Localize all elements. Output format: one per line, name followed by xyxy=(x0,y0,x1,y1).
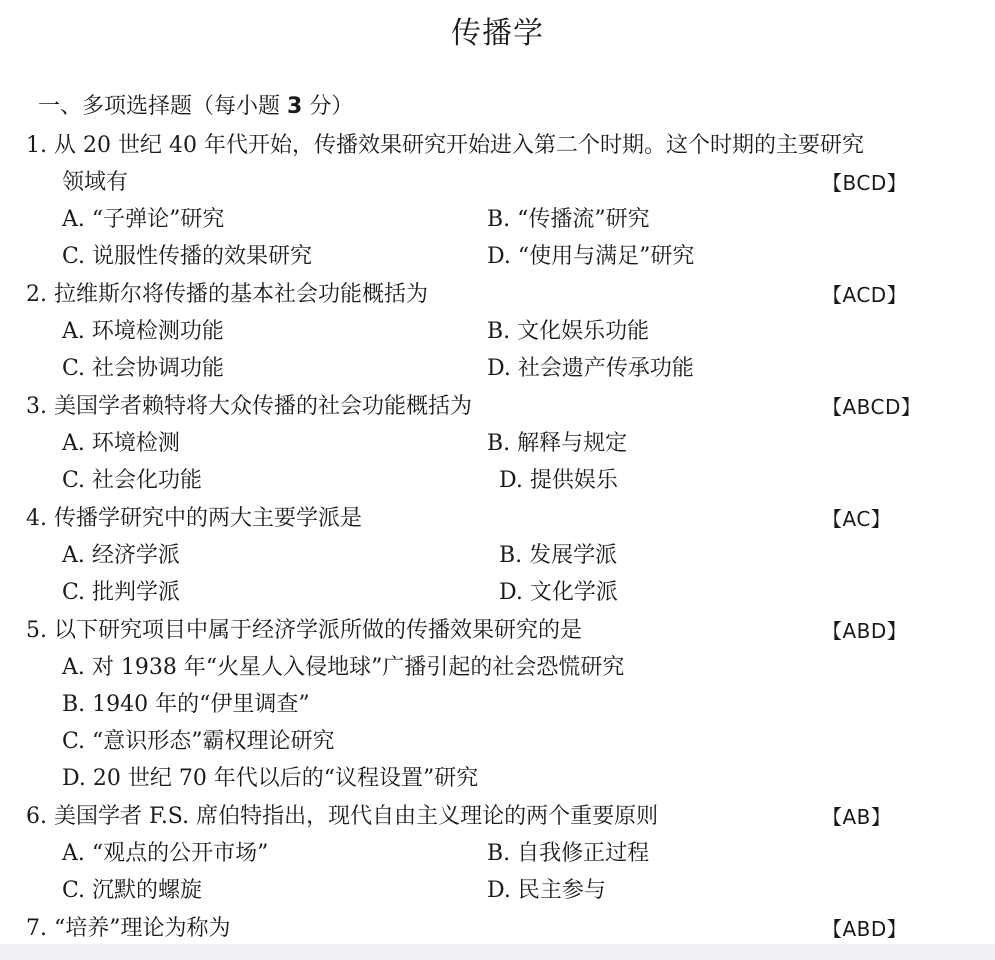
question-4-answer: 【AC】 xyxy=(822,507,892,531)
question-2-stem: 2. 拉维斯尔将传播的基本社会功能概括为 xyxy=(26,282,428,307)
question-6-option-b: B. 自我修正过程 xyxy=(487,841,650,866)
question-2-option-b: B. 文化娱乐功能 xyxy=(487,319,650,344)
question-4-option-a: A. 经济学派 xyxy=(62,543,180,568)
section-heading-suffix: 分） xyxy=(309,94,354,119)
question-1-stem-cont: 领域有 xyxy=(62,170,129,195)
question-4-option-b: B. 发展学派 xyxy=(499,543,618,568)
section-points: 3 xyxy=(287,94,303,119)
page-title: 传播学 xyxy=(451,16,544,51)
question-2-option-c: C. 社会协调功能 xyxy=(62,356,225,381)
question-3-option-b: B. 解释与规定 xyxy=(487,431,628,456)
question-4-stem: 4. 传播学研究中的两大主要学派是 xyxy=(26,506,362,531)
question-5-option-a: A. 对 1938 年“火星人入侵地球”广播引起的社会恐慌研究 xyxy=(62,655,625,680)
question-6-stem: 6. 美国学者 F.S. 席伯特指出，现代自由主义理论的两个重要原则 xyxy=(26,804,659,829)
question-2-option-d: D. 社会遗产传承功能 xyxy=(487,356,694,381)
question-1-option-b: B. “传播流”研究 xyxy=(487,207,650,232)
question-3-option-c: C. 社会化功能 xyxy=(62,468,203,493)
question-1-option-d: D. “使用与满足”研究 xyxy=(487,244,695,269)
question-7-stem: 7. “培养”理论为称为 xyxy=(26,916,231,941)
question-4-option-c: C. 批判学派 xyxy=(62,580,181,605)
question-6-answer: 【AB】 xyxy=(822,805,892,829)
question-1-answer: 【BCD】 xyxy=(822,171,908,195)
section-heading xyxy=(38,92,353,122)
question-6-option-c: C. 沉默的螺旋 xyxy=(62,878,203,903)
question-5-stem: 5. 以下研究项目中属于经济学派所做的传播效果研究的是 xyxy=(26,618,582,643)
question-5-option-c: C. “意识形态”霸权理论研究 xyxy=(62,729,335,754)
question-5-option-b: B. 1940 年的“伊里调查” xyxy=(62,692,310,717)
section-heading-prefix: 一、多项选择题（每小题 xyxy=(38,94,281,119)
question-3-option-d: D. 提供娱乐 xyxy=(499,468,618,493)
question-5-answer: 【ABD】 xyxy=(822,619,908,643)
question-1-option-c: C. 说服性传播的效果研究 xyxy=(62,244,313,269)
question-6-option-a: A. “观点的公开市场” xyxy=(62,841,269,866)
question-3-option-a: A. 环境检测 xyxy=(62,431,180,456)
question-3-answer: 【ABCD】 xyxy=(822,395,922,419)
footer-strip xyxy=(0,944,995,960)
question-4-option-d: D. 文化学派 xyxy=(499,580,618,605)
question-3-stem: 3. 美国学者赖特将大众传播的社会功能概括为 xyxy=(26,394,472,419)
question-1-stem: 1. 从 20 世纪 40 年代开始，传播效果研究开始进入第二个时期。这个时期的主要研究 xyxy=(26,133,864,158)
question-5-option-d: D. 20 世纪 70 年代以后的“议程设置”研究 xyxy=(62,766,479,791)
question-6-option-d: D. 民主参与 xyxy=(487,878,606,903)
question-2-option-a: A. 环境检测功能 xyxy=(62,319,224,344)
question-2-answer: 【ACD】 xyxy=(822,283,908,307)
question-7-answer: 【ABD】 xyxy=(822,917,908,941)
question-1-option-a: A. “子弹论”研究 xyxy=(62,207,225,232)
